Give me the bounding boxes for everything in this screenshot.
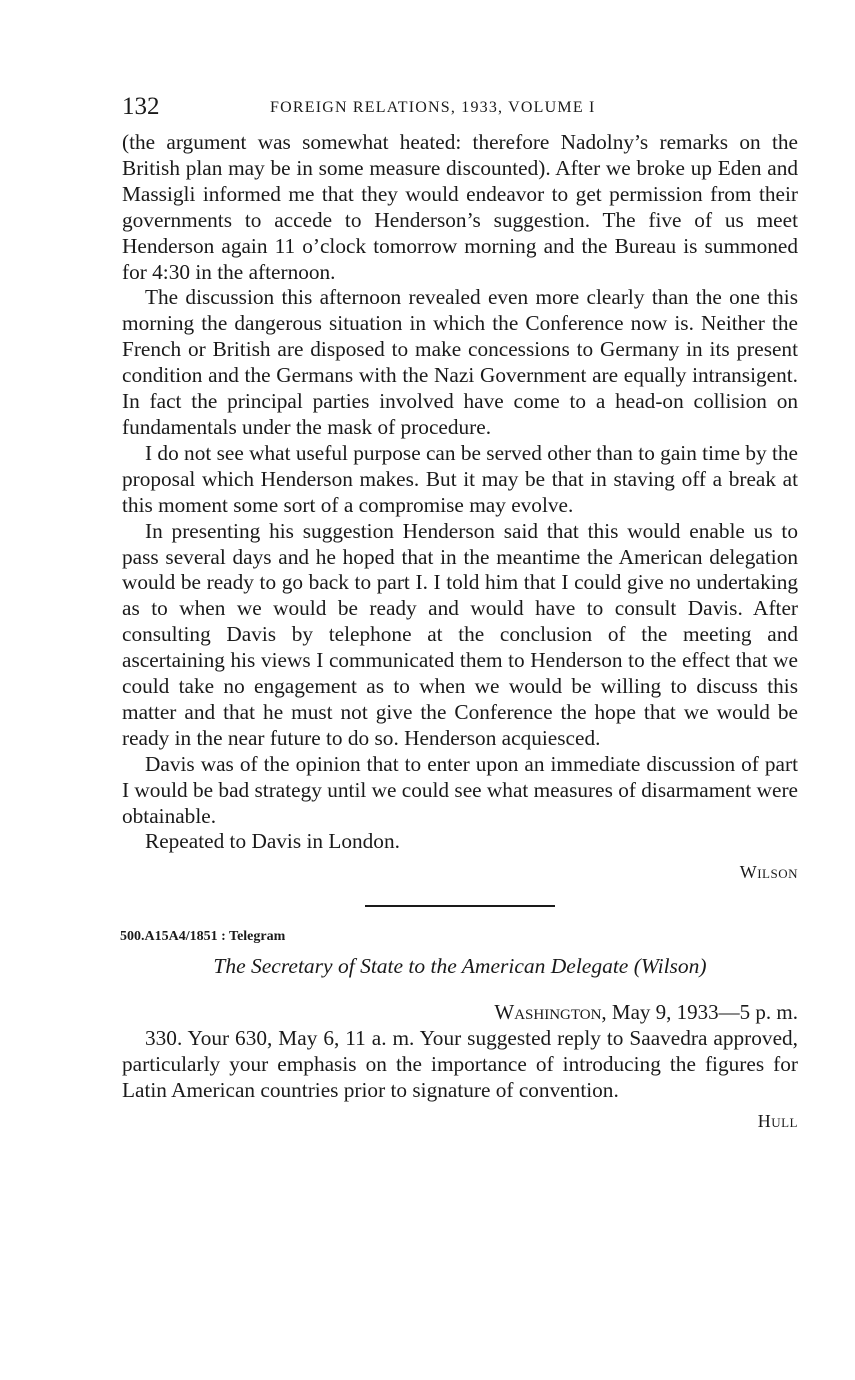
paragraph-discussion: The discussion this afternoon revealed even more clearly than the one this morning the dangerous situation in which the Conference now is. Neither the French or British are disposed to make concessions to Germany in its present condition and the Germans with the Nazi Government are equally intransigent. In fact the principal parties involved have come to a head-on collision on fundamentals under the mask of procedure.	[122, 285, 798, 439]
telegram-body: 330. Your 630, May 6, 11 a. m. Your suggested reply to Saavedra approved, particularly your emphasis on the importance of introducing the figures for Latin American countries prior to signature of convention.	[122, 1026, 798, 1103]
paragraph-continuation: (the argument was somewhat heated: therefore Nadolny’s remarks on the British plan may be in some measure discounted). After we broke up Eden and Massigli informed me that they would endeavor to get permission from their governments to accede to Henderson’s suggestion. The five of us meet Henderson again 11 o’clock tomorrow morning and the Bureau is summoned for 4:30 in the afternoon.	[122, 130, 798, 284]
running-header	[122, 92, 798, 124]
signature-wilson: Wilson	[739, 862, 798, 883]
page-number: 132	[122, 93, 160, 120]
dateline-place: Washington	[494, 1000, 602, 1025]
document-page	[122, 92, 798, 1134]
paragraph-suggestion: In presenting his suggestion Henderson said that this would enable us to pass several days and he hoped that in the meantime the American delegation would be ready to go back to part I. I told him that I could give no undertaking as to when we would be ready and would have to consult Davis. After consulting Davis by telephone at the conclusion of the meeting and ascertaining his views I communicated them to Henderson to the effect that we could take no engagement as to when we would be willing to discuss this matter and that he must not give the Conference the hope that we would be ready in the near future to do so. Henderson acquiesced.	[122, 518, 798, 750]
paragraph-davis-opinion: Davis was of the opinion that to enter upon an immediate discussion of part I would be bad strategy until we could see what measures of disarmament were obtainable.	[122, 751, 798, 828]
paragraph-purpose: I do not see what useful purpose can be served other than to gain time by the proposal which Henderson makes. But it may be that in staving off a break at this moment some sort of a compromise may evolve.	[122, 440, 798, 517]
paragraph-repeated: Repeated to Davis in London.	[145, 829, 400, 854]
section-divider	[365, 905, 555, 907]
dateline	[122, 999, 798, 1025]
running-title: FOREIGN RELATIONS, 1933, VOLUME I	[270, 99, 596, 116]
file-reference: 500.A15A4/1851 : Telegram	[120, 929, 286, 945]
signature-hull: Hull	[757, 1111, 798, 1132]
document-title: The Secretary of State to the American Delegate (Wilson)	[213, 954, 707, 979]
dateline-date: , May 9, 1933—5 p. m.	[601, 1000, 798, 1025]
